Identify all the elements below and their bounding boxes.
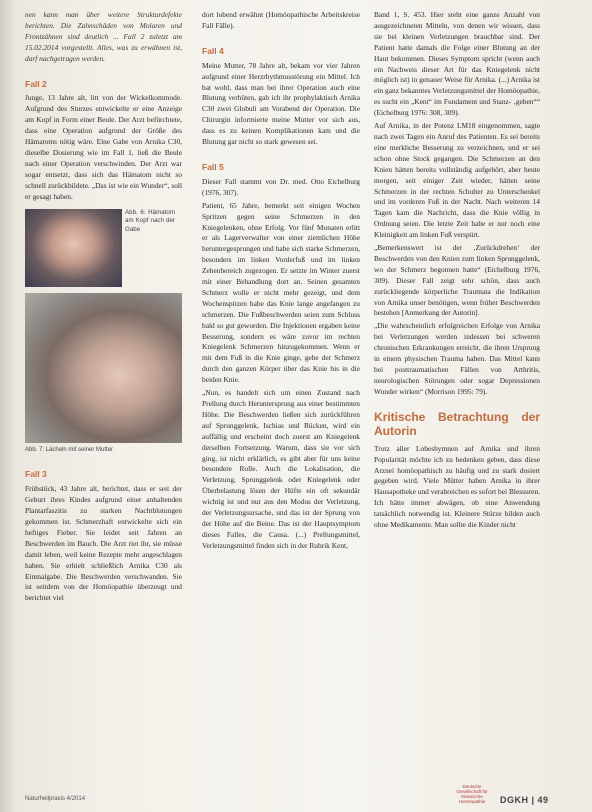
page-number: 49 (537, 795, 549, 805)
critical-review-heading: Kritische Betrachtung der Autorin (374, 409, 540, 438)
critical-review-text: Trotz aller Lobeshymnen auf Arnika und ihren Popularität möchte ich zu bedenken geben, dass diese Arznei homöopathisch zu häufig und zu stark dosiert gegeben wird. Viele Mütter haben Arnika in ihrer Hausapotheke und verabreichen es sofort bei Blessuren. Ich hätte immer abwägen, ob eine Anwendung tatsächlich notwendig ist. Kleinere Stürze bilden auch ohne Medikamente. Man sollte die Kinder nicht (374, 443, 540, 530)
case-heading-2: Fall 2 (25, 78, 47, 89)
column-2 (202, 10, 360, 554)
case-heading-5: Fall 5 (202, 161, 224, 172)
column-1 (25, 10, 182, 606)
case-5-text: Patient, 65 Jahre, bemerkt seit einigen Wochen Spritzen gegen seine Schmerzen in den Kniegelenken, ohne Erfolg. Vor fünf Monaten erlitt er als Lagerverwalter von einer ziemlichen Höhe heruntergesprungen und habe sich starke Schmerzen, besonders im linken Vorderfuß und im linken Zehenbereich zugezogen. Er setzte im Winter zuerst mit einer Behandlung dort an. Seinen gesamten Schmerz wolle er nicht mehr gezeigt, und dem Wochenspitzen habe das Knie lange angefangen zu schmerzen. Die Fußbeschwerden seien zum Schluss bald so gut geworden. Die Injektionen ergaben keine Besserung, sondern es wäre zuvor im rechten Kniegelenk Schmerzen hinzugekommen. Wenn er mit dem Fuß in die Knie ginge, gehe der Schmerz durch den ganzen Körper über das Knie bis in die beiden Knie. (202, 200, 360, 385)
case-5-source: Dieser Fall stammt von Dr. med. Otto Eichelburg (1976, 307). (202, 176, 360, 197)
column-3-p4: „Die wahrscheinlich erfolgreichen Erfolge von Arnika bei Verletzungen werden indessen bei schweren chronischen Erkrankungen erreicht, die ihren Ursprung in einem physischen Trauma haben. Das Mittel kann bei posttraumatischen Fällen von Arthritis, neurologischen Störungen oder sogar Depressionen Wunder wirken“ (Morrison 1995: 79). (374, 321, 540, 396)
case-3-text: Frühstück, 43 Jahre alt, berichtet, dass er seit der Geburt ihres Kindes aufgrund einer anhaltenden Plantarfaszitis zu starken Nachtblutungen gekommen ist. Schmerzhaft entwickelte sich ein heftiges Fieber. Sie leidet seit Jahren an Beschwerden im Bauch. Die Arzt riet ihr, sie müsse damit leben, weil keine Rezepte mehr angeschlagen haben. Sie erhielt schließlich Arnika C30 als Einmalgabe. Die Beschwerden verschwanden. Sie ist seitdem von der Homöopathie überzeugt und berichtet viel (25, 484, 182, 603)
column-2-intro: dort lobend erwähnt (Homöopathische Arbeitskreise Fall Fälle). (202, 10, 360, 30)
footer-journal: Naturheilpraxis 4/2014 (25, 796, 86, 802)
case-5-quote: „Nun, es handelt sich um einen Zustand nach Prellung durch Heruntersprung aus einer bestimmten Höhe. Die Beschwerden ließen sich zurückführen auf Sprunggelenk, Ischias und Rücken, wird ein auffällig und erscheint doch zuerst am Kniegelenk derselben Fortsetzung. Warum, dass sie vor sich ging, ist nicht erklärlich, es gibt aber für uns keine besondere Rolle. Auch die Lokalisation, die Verletzung, Sprunggelenk oder Kniegelenk oder Überbelastung lösen der Hüfte ein oft sekundär wichtig ist und nur aus den Modus der Verletzung, der Verletzungsursache, und das ist der Sprung von der Höhe auf die Beine. Das ist der Hauptsymptom dieses Falles, die Causa. (...) Prellungsmittel, Verletzungsmittel finden sich in der Rubrik Kent, (202, 388, 360, 550)
intro-quote: nen kann man über weitere Strukturdefekte berichten. Die Zahnschäden von Molaren und Frontzähnen sind deutlich ... Fall 2 zuletzt am 15.02.2014 vorgestellt. Alles, was zu erwähnen ist, darf nachgetragen werden. (25, 10, 182, 63)
page-binding-shadow (0, 0, 14, 812)
column-3-p2: Auf Arnika, in der Potenz LM18 eingenommen, sagte nach zwei Tagen ein Anruf des Patienten. Es sei bereits eine merkliche Besserung zu verzeichnen, und er sei schon ohne Stock gegangen. Die Schmerzen an den Knien hätten bereits vollständig aufgehört, aber heute morgen, seit einiger Zeit wieder, hätten seine Schmerzen in der rechten Schulter zu Unterschenkel und im vorderen Fuß in der Nacht. Nach weiteren 14 Tagen kam die Nachricht, dass die Knie völlig in Ordnung seien. Die letzte Zeit habe er nur noch eine Kleinigkeit am linken Fuß verspürt. (374, 121, 540, 240)
photo-caption-1: Abb. 6: Hämatom am Kopf nach der Gabe (125, 208, 175, 233)
dgkh-logo: Deutsche Gesellschaft für Klassische Homöopathie (456, 784, 488, 804)
case-heading-3: Fall 3 (25, 469, 47, 480)
footer-brand: DGKH (500, 795, 529, 805)
case-4-text: Meine Mutter, 78 Jahre alt, bekam vor vier Jahren aufgrund einer Herzrhythmusstörung ein Mittel. Ich bat wohl, dass man bei ihrer Operation auch eine Blutung verhüten, gab ich ihr prophylaktisch Arnika C30 zwei Globuli am Vorabend der Operation. Die Chirurgin informierte meine Mutter vor sich aus, dass es zu keinen Komplikationen kam und die Blutung gar nicht so stark gewesen sei. (202, 60, 360, 147)
photo-caption-2: Abb. 7: Lächeln mit seiner Mutter (25, 446, 114, 453)
case-heading-4: Fall 4 (202, 45, 224, 56)
photo-child-with-mother (25, 293, 182, 443)
case-2-text: Junge, 13 Jahre alt, litt von der Wickelkommode. Aufgrund des Sturzes entwickelte er eine Anzeige am Kopf in Form einer Beule. Der Arzt befürchtete, dass eine Operation aufgrund der Größe des Hämatoms nötig wäre. Eine Gabe von Arnika C30, dieselbe Dosierung wie im Fall 1, ließ die Beule nach einer Operation verschwinden. Der Arzt war sogar entsetzt, dass sich das Hämatom nicht so schnell zurückbildete. „Das ist wie ein Wunder“, soll er gesagt haben. (25, 93, 182, 201)
footer-separator: | (531, 795, 538, 805)
photo-child-1 (25, 208, 175, 287)
column-3 (374, 10, 540, 533)
column-3-p1: Band 1, S. 453. Hier steht eine ganze Anzahl von ausgezeichneten Mitteln, von denen wir wissen, dass sie bei kleinen Verletzungen brauchbar sind. Der Patient hatte damals die Folge einer Blutung an der Haut bekommen. Dieses Symptom spricht (wenn auch ein Nachweis dieser Art für das Kniegelenk nicht möglich ist) in genauer Weise für Arnika. (...) Arnika ist ein ganz bekanntes Verletzungsmittel der Homöopathie, es sucht ein „Kent“ im Fundament und Stanz- ‚geben““ (Eichelburg 1976: 308, 309). (374, 10, 540, 118)
column-3-p3: „Bemerkenswert ist der ‚Zurückdrehen‘ der Beschwerden von den Knien zum linken Sprunggelenk, wo der Schmerz begonnen hatte“ (Eichelburg 1976, 309). Dieser Fall zeigt sehr schön, dass auch zurückliegende körperliche Traumata die Indikation von Arnika unser benötigen, wenn früher Beschwerden bestehen [Anmerkung der Autorin]. (374, 243, 540, 318)
footer-brand-page (500, 795, 549, 805)
